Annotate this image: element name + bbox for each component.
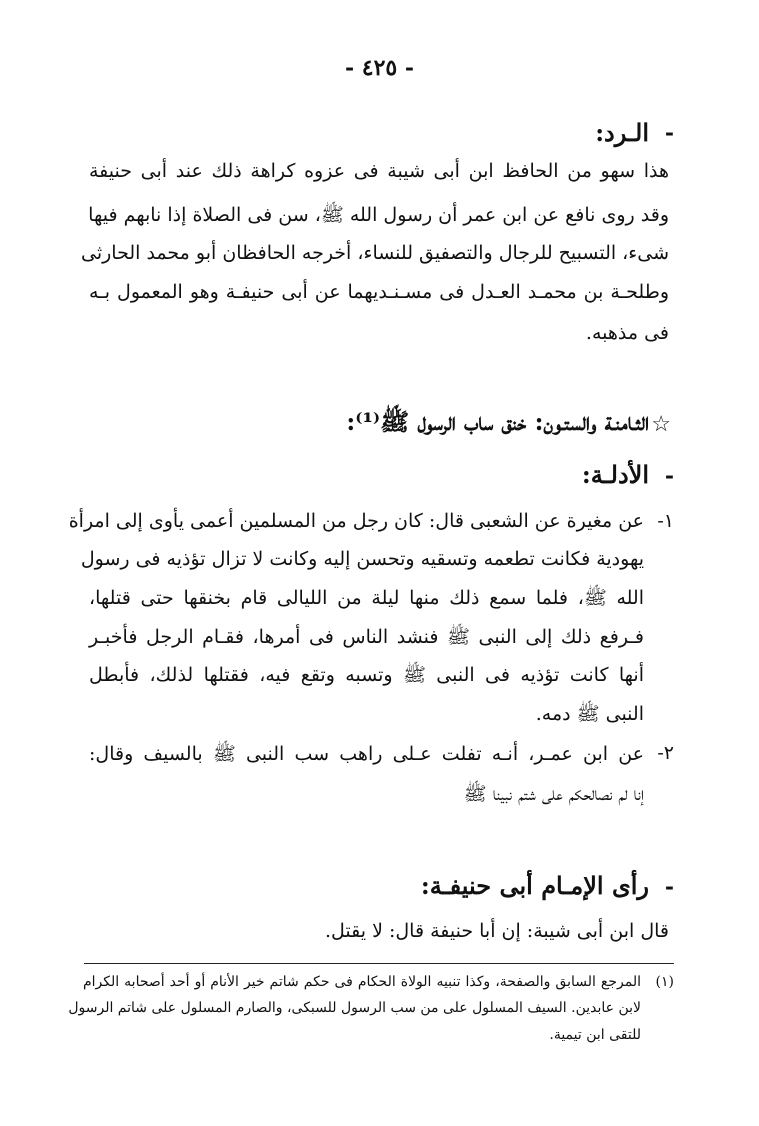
item-1-line-3: الله ﷺ، فلما سمع ذلك منها ليلة من الليالى قام بخنقها حتى قتلها،	[89, 587, 644, 609]
reply-heading: الـرد:	[595, 118, 649, 147]
reply-line-1: هذا سهو من الحافظ ابن أبى شيبة فى عزوه كراهة ذلك عند أبى حنيفة	[89, 160, 669, 182]
item-2-number: ٢-	[657, 742, 674, 764]
evidence-heading: الأدلـة:	[581, 460, 649, 489]
item-1-line-5: أنها كانت تؤذيه فى النبى ﷺ وتسبه وتقع فيه، فقتلها لذلك، فأبطل	[89, 664, 644, 686]
item-1-number: ١-	[657, 510, 674, 532]
footnote-line-2: لابن عابدين. السيف المسلول على من سب الرسول للسبكى، والصارم المسلول على شاتم الرسول	[68, 1000, 641, 1016]
page-number: - ٤٢٥ -	[344, 55, 415, 81]
item-2-line-2: إنا لم نصالحكم على شتم نبينا ﷺ	[463, 783, 644, 805]
item-1-line-2: يهودية فكانت تطعمه وتسقيه وتحسن إليه وكانت لا تزال تؤذيه فى رسول	[80, 548, 644, 570]
imam-line: قال ابن أبى شيبة: إن أبا حنيفة قال: لا يقتل.	[324, 920, 669, 942]
footnote-number: (١)	[655, 974, 674, 990]
item-1-line-6: النبى ﷺ دمه.	[535, 703, 644, 725]
reply-line-2: وقد روى نافع عن ابن عمر أن رسول الله ﷺ، سن فى الصلاة إذا نابهم فيها	[88, 204, 669, 226]
item-1-line-1: عن مغيرة عن الشعبى قال: كان رجل من المسلمين أعمى يأوى إلى امرأة	[68, 510, 644, 532]
footnote-line-3: للتقى ابن تيمية.	[549, 1027, 641, 1043]
reply-line-5: فى مذهبه.	[585, 322, 669, 344]
imam-heading: رأى الإمـام أبى حنيفـة:	[420, 871, 649, 900]
reply-line-3: شىء، التسبيح للرجال والتصفيق للنساء، أخرجه الحافظان أبو محمد الحارثى	[81, 242, 669, 264]
footnote-line-1: المرجع السابق والصفحة، وكذا تنبيه الولاة الحكام فى حكم شاتم خير الأنام أو أحد أصحابه الكرام	[83, 974, 641, 990]
item-1-line-4: فـرفع ذلك إلى النبى ﷺ فنشد الناس فى أمرها، فقـام الرجل فأخبـر	[89, 626, 644, 648]
evidence-dash: -	[664, 463, 674, 489]
star-icon: ☆	[651, 412, 671, 437]
footnote-divider	[84, 963, 674, 964]
reply-line-4: وطلحـة بن محمـد العـدل فى مسـنـديهما عن أبى حنيفـة وهو المعمول بـه	[89, 281, 669, 303]
imam-dash: -	[664, 874, 674, 900]
item-2-line-1: عن ابن عمـر، أنـه تفلت عـلى راهب سب النبى ﷺ بالسيف وقال:	[89, 743, 644, 765]
reply-dash: -	[664, 120, 674, 146]
section-68-heading: الثـامنـة والستـون: خنق ساب الرسول ﷺ⁽¹⁾:	[346, 407, 649, 436]
